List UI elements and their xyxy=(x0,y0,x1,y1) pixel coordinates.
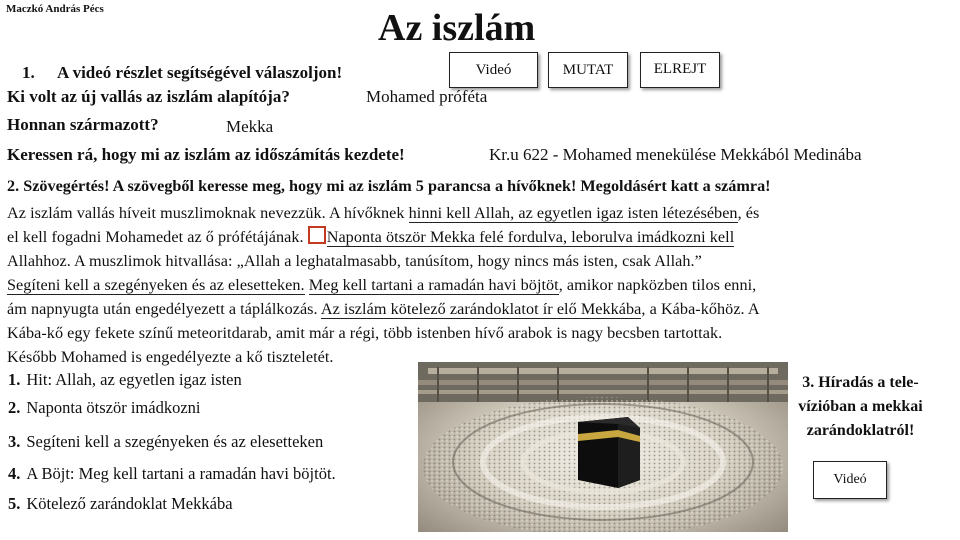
news-line: zarándoklatról! xyxy=(806,422,915,439)
paragraph-line: Kába-kő egy fekete színű meteoritdarab, amit már a régi, több istenben hívő arabok is nagy becsben tartottak. xyxy=(7,324,723,342)
answer-origin: Mekka xyxy=(226,117,274,136)
news-line: 3. Híradás a tele- xyxy=(802,374,919,391)
answer-item-3[interactable] xyxy=(8,432,323,452)
underlined-faith: hinni kell Allah, az egyetlen igaz isten létezésében xyxy=(408,204,738,222)
news-line: vízióban a mekkai xyxy=(798,398,923,415)
text-span: , amikor napközben tilos enni, xyxy=(558,276,757,294)
news-heading xyxy=(778,371,943,443)
underlined-prayer: Naponta ötször Mekka felé fordulva, leborulva imádkozni kell xyxy=(326,228,735,246)
underlined-fasting: Meg kell tartani a ramadán havi böjtöt xyxy=(308,276,559,294)
paragraph-line xyxy=(7,201,957,225)
paragraph-line: Allahhoz. A muszlimok hitvallása: „Allah a leghatalmasabb, tanúsítom, hogy nincs más isten, csak Allah.” xyxy=(7,252,702,270)
answer-text: Naponta ötször imádkozni xyxy=(26,398,201,417)
page-title: Az iszlám xyxy=(378,7,536,49)
answer-text: Kötelező zarándoklat Mekkába xyxy=(26,494,233,513)
underlined-charity: Segíteni kell a szegényeken és az elesetteken. xyxy=(7,276,305,294)
hide-button[interactable]: ELREJT xyxy=(640,52,720,88)
paragraph-line xyxy=(7,225,957,249)
answer-number[interactable]: 4. xyxy=(8,464,21,483)
author-label: Maczkó András Pécs xyxy=(6,3,104,15)
answer-item-2[interactable] xyxy=(8,398,201,418)
kaaba-photo xyxy=(418,362,788,532)
answer-number[interactable]: 5. xyxy=(8,494,21,513)
checkbox-icon[interactable] xyxy=(308,226,326,244)
text-span: Az iszlám vallás híveit muszlimoknak nevezzük. A hívőknek xyxy=(7,204,409,222)
paragraph-line xyxy=(7,297,957,321)
answer-text: Hit: Allah, az egyetlen igaz isten xyxy=(26,370,242,389)
answer-item-5[interactable] xyxy=(8,494,233,514)
question-calendar: Keressen rá, hogy mi az iszlám az időszámítás kezdete! xyxy=(7,145,405,164)
text-span: , a Kába-kőhöz. A xyxy=(641,300,760,318)
section1-instruction: A videó részlet segítségével válaszoljon! xyxy=(57,63,343,82)
reading-paragraph xyxy=(7,201,957,369)
paragraph-line xyxy=(7,273,957,297)
question-origin: Honnan származott? xyxy=(7,115,159,134)
kaaba-image xyxy=(418,362,788,532)
question-founder: Ki volt az új vallás az iszlám alapítója? xyxy=(7,87,290,106)
section1-number: 1. xyxy=(22,63,35,82)
text-span: ám napnyugta után engedélyezett a táplálkozás. xyxy=(7,300,321,318)
answer-founder: Mohamed próféta xyxy=(366,87,488,106)
kaaba-icon xyxy=(578,417,640,488)
answer-calendar: Kr.u 622 - Mohamed menekülése Mekkából Medinába xyxy=(489,145,862,164)
show-button[interactable]: MUTAT xyxy=(548,52,628,88)
answer-item-4[interactable] xyxy=(8,464,336,484)
news-video-button[interactable]: Videó xyxy=(813,461,887,499)
answer-text: A Böjt: Meg kell tartani a ramadán havi böjtöt. xyxy=(26,464,336,483)
section2-heading: 2. Szövegértés! A szövegből keresse meg, hogy mi az iszlám 5 parancsa a hívőknek! Megoldásért katt a számra! xyxy=(7,177,771,195)
answer-item-1[interactable] xyxy=(8,370,242,390)
answer-text: Segíteni kell a szegényeken és az elesetteken xyxy=(26,432,324,451)
text-span: , és xyxy=(737,204,760,222)
answer-number[interactable]: 2. xyxy=(8,398,21,417)
answer-number[interactable]: 3. xyxy=(8,432,21,451)
answer-number[interactable]: 1. xyxy=(8,370,21,389)
paragraph-line: Később Mohamed is engedélyezte a kő tiszteletét. xyxy=(7,348,334,366)
video-button[interactable]: Videó xyxy=(449,52,538,88)
underlined-pilgrimage: Az iszlám kötelező zarándoklatot ír elő Mekkába xyxy=(320,300,642,318)
text-span: el kell fogadni Mohamedet az ő prófétájának. xyxy=(7,228,308,246)
